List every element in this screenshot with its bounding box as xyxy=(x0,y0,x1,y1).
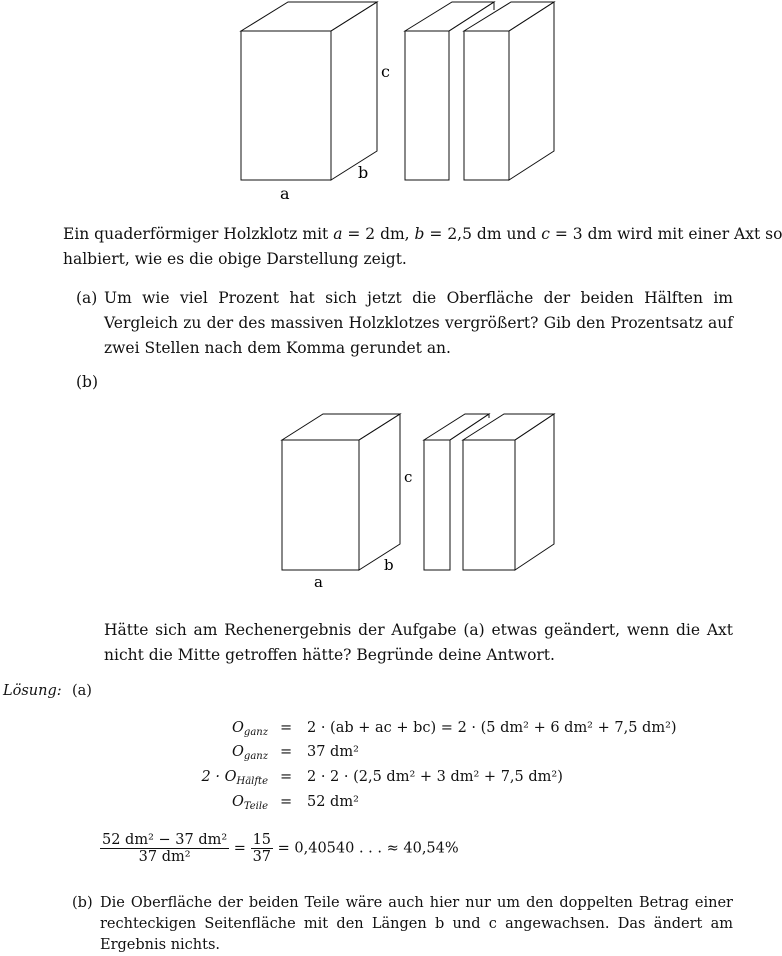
thick-piece-front xyxy=(463,440,515,570)
half-right-side xyxy=(509,2,554,180)
equation-block: $O_{ganz}$ = 2 · (ab + ac + bc) = 2 · (5 dm² + 6 dm² + 7,5 dm²) $O_{ganz}$ = 37 dm² $2 \cdot O_{Hälfte}$ = 2 · 2 · (2,5 dm² + 3 dm² + 7,5 dm²) $O_{Teile}$ = 52 dm² xyxy=(201,720,677,812)
label2-b: b xyxy=(384,556,394,574)
label-b: b xyxy=(358,163,369,182)
block2-side-face xyxy=(359,414,400,570)
block-side-face xyxy=(331,2,377,180)
solution-b-text: Die Oberfläche der beiden Teile wäre auch hier nur um den doppelten Betrag einer rechteckigen Seitenfläche mit den Längen b und c angewachsen. Das ändert am Ergebnis nichts. xyxy=(100,895,733,953)
thick-piece-side xyxy=(515,414,554,570)
intro-paragraph: Ein quaderförmiger Holzklotz mit a = 2 dm, b = 2,5 dm und c = 3 dm wird mit einer Axt so halbiert, wie es die obige Darstellung zeigt. xyxy=(63,225,782,268)
half-left-top xyxy=(405,2,494,31)
block2-front-face xyxy=(282,440,359,570)
solution-b-label: (b) xyxy=(72,895,93,911)
part-a-text: Um wie viel Prozent hat sich jetzt die Oberfläche der beiden Hälften im Vergleich zu der des massiven Holzklotzes vergrößert? Gib den Prozentsatz auf zwei Stellen nach dem Komma gerundet an. xyxy=(104,289,733,357)
half-left-front xyxy=(405,31,449,180)
solution-label: Lösung: xyxy=(3,683,62,699)
label2-a: a xyxy=(314,573,323,591)
label-a: a xyxy=(280,184,290,203)
part-b-label: (b) xyxy=(76,373,99,391)
percent-calculation: $\frac{\text{52 dm² − 37 dm²}}{\text{37 dm²}}$ = $\frac{15}{37}$ = 0,40540 . . . ≈ 40,54% xyxy=(102,832,459,865)
figure-off-center-cut xyxy=(0,405,733,595)
block-top-face xyxy=(241,2,377,31)
label2-c: c xyxy=(404,468,413,486)
part-b-text: Hätte sich am Rechenergebnis der Aufgabe (a) etwas geändert, wenn die Axt nicht die Mitte getroffen hätte? Begründe deine Antwort. xyxy=(104,621,733,664)
half-right-front xyxy=(464,31,509,180)
thick-piece-top xyxy=(463,414,554,440)
figure-halved-block xyxy=(0,0,733,210)
label-c: c xyxy=(381,62,390,81)
part-a-label: (a) xyxy=(76,289,98,307)
thin-piece-front xyxy=(424,440,450,570)
block2-top-face xyxy=(282,414,400,440)
fraction-difference: $\frac{\text{52 dm² − 37 dm²}}{\text{37 dm²}}$ xyxy=(102,832,228,865)
fraction-reduced: $\frac{15}{37}$ xyxy=(252,832,272,865)
half-right-top xyxy=(464,2,554,31)
solution-a-label: (a) xyxy=(72,683,92,699)
block-front-face xyxy=(241,31,331,180)
